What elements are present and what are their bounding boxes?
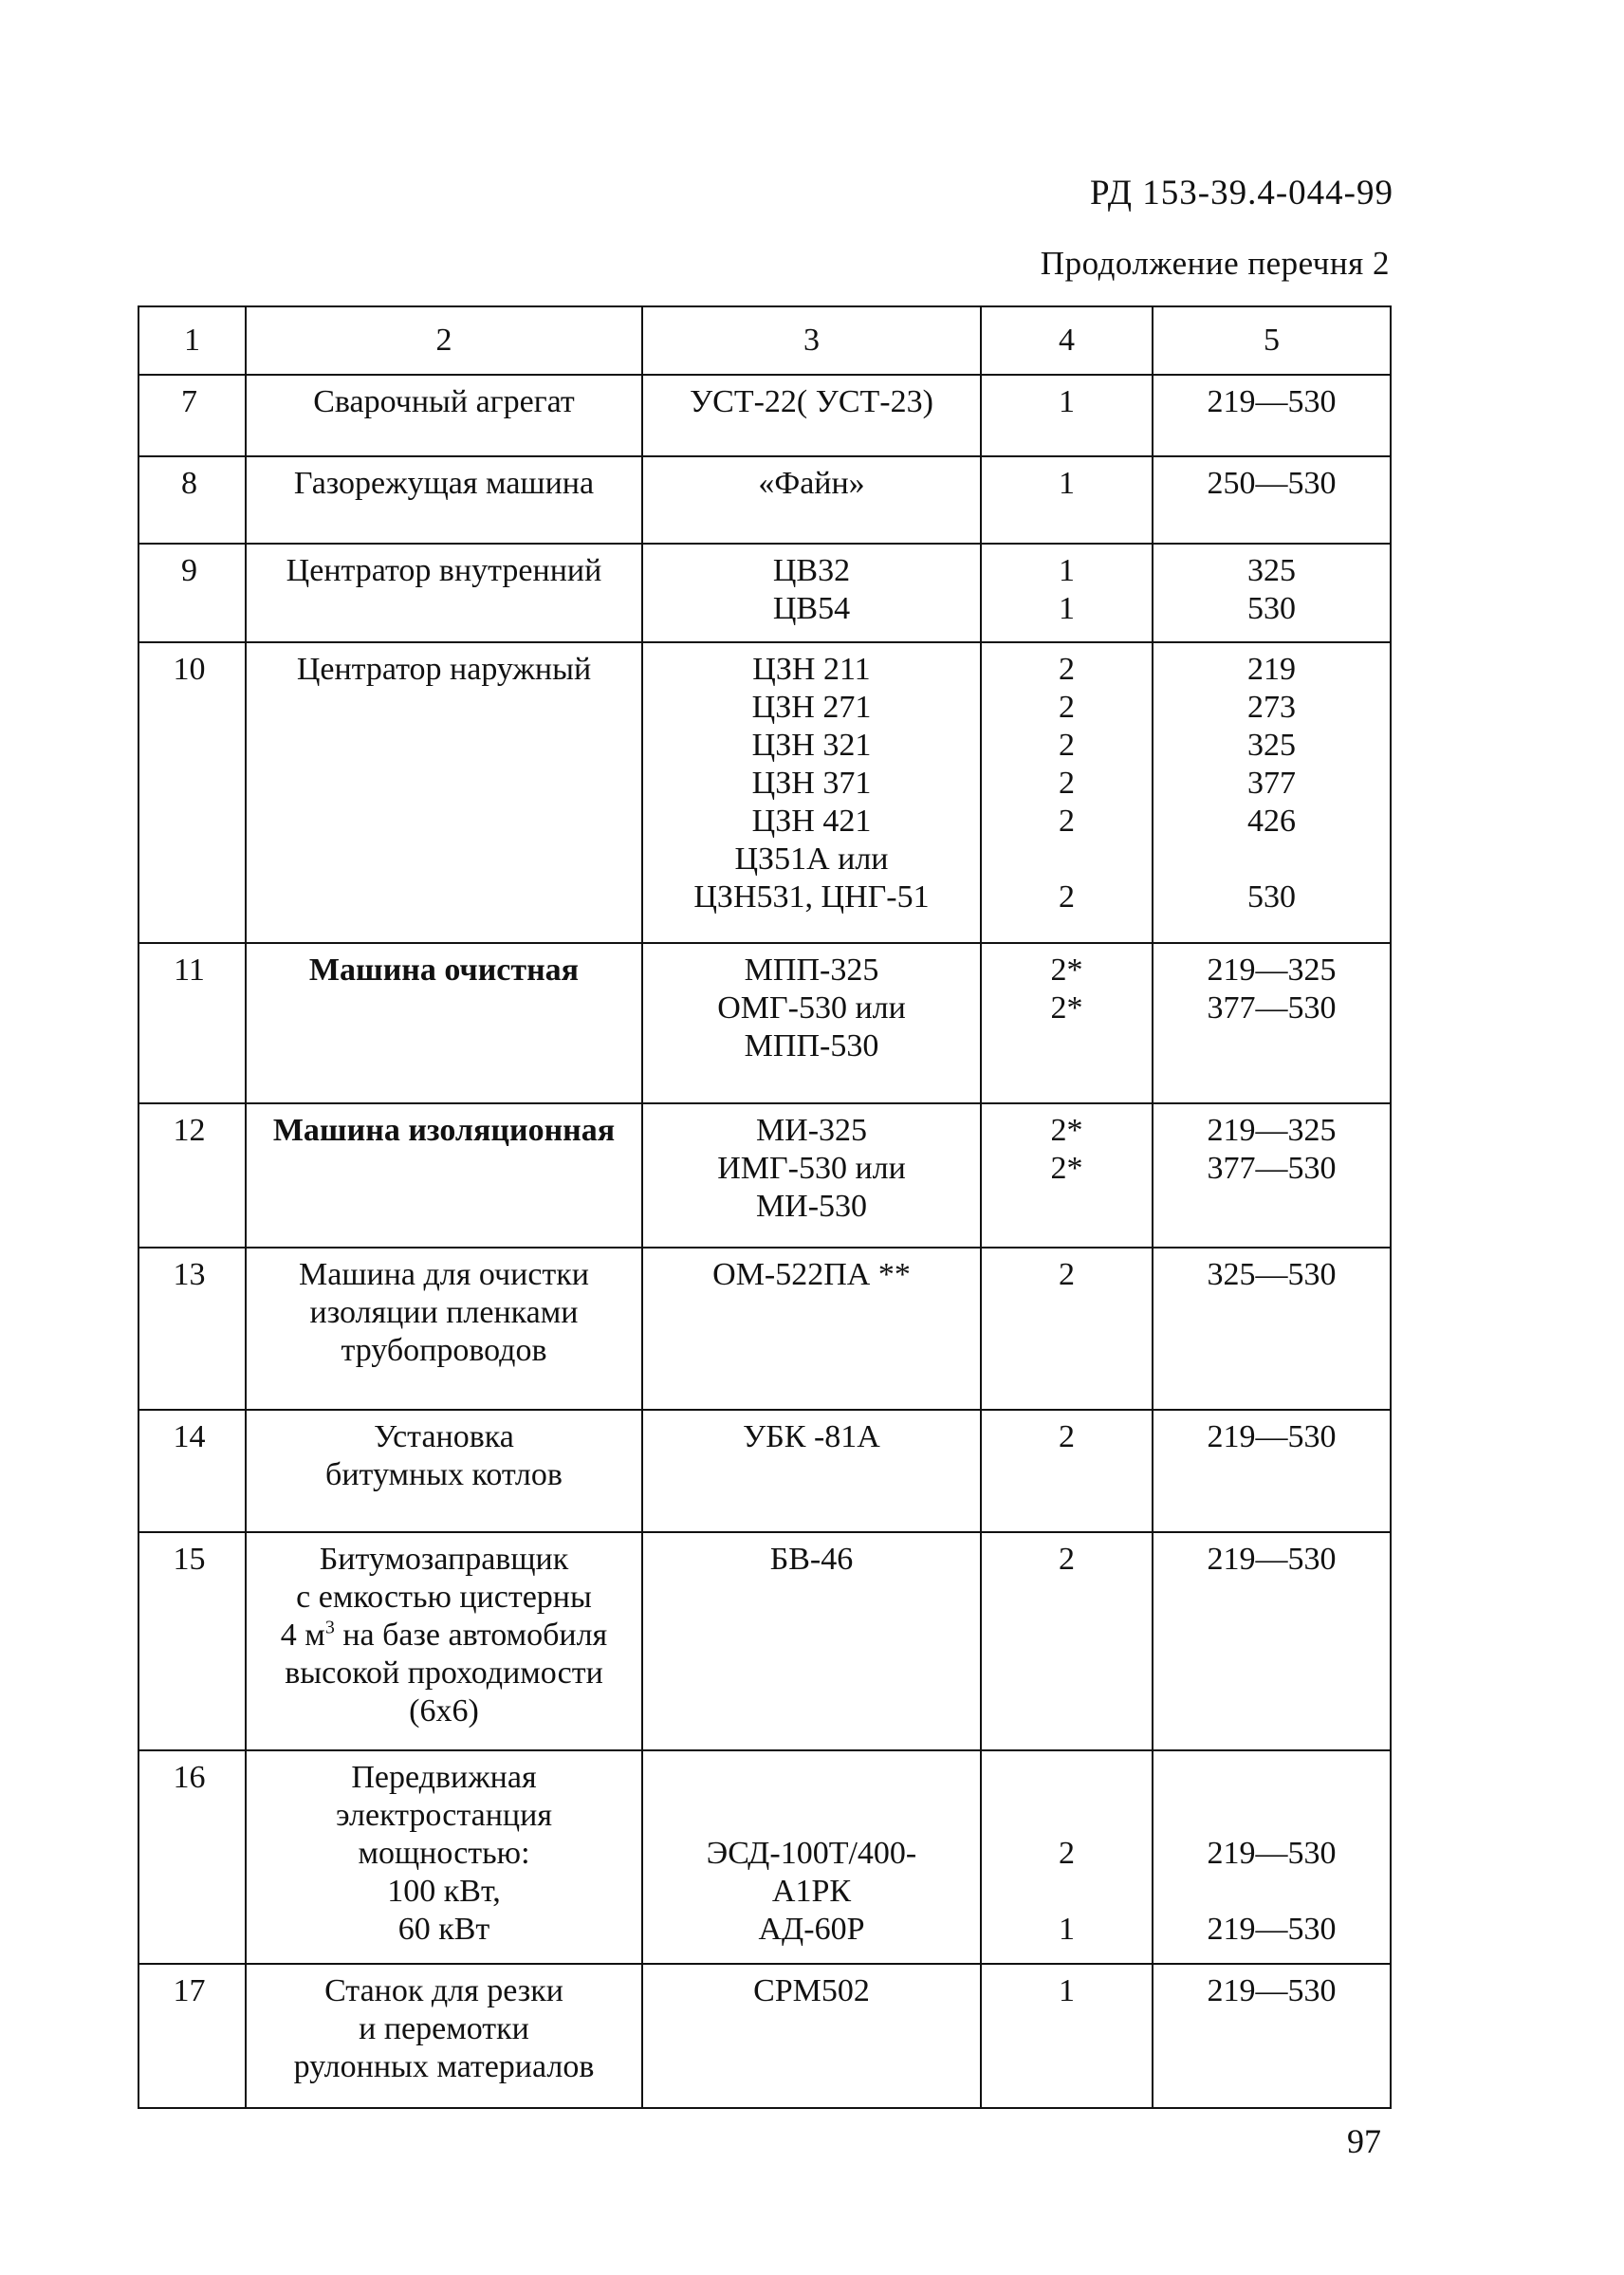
cell-line: Центратор наружный [296, 652, 592, 687]
cell-line: 377—530 [1207, 990, 1337, 1026]
cell-line: 2* [1050, 953, 1083, 988]
cell-line: 530 [1247, 879, 1296, 915]
cell-line: 1 [1059, 553, 1075, 588]
cell-line [987, 1873, 1146, 1911]
cell-line: Передвижная [351, 1760, 537, 1795]
cell-diameter-range [1153, 544, 1391, 642]
cell-line: МИ-325 [755, 1113, 868, 1148]
cell-line: ОМГ-530 или [717, 990, 906, 1026]
table-row [138, 1103, 1391, 1248]
continuation-caption: Продолжение перечня 2 [1040, 245, 1390, 282]
cell-number: 13 [138, 1248, 246, 1410]
cell-line: МИ-530 [755, 1189, 868, 1224]
cell-line: АД-60Р [758, 1912, 865, 1947]
cell-model [642, 375, 981, 456]
cell-name [246, 544, 642, 642]
table-row [138, 456, 1391, 544]
cell-line: изоляции пленками [309, 1295, 579, 1330]
cell-model [642, 943, 981, 1103]
column-header: 5 [1153, 306, 1391, 375]
cell-line: 2 [1059, 1257, 1075, 1292]
cell-number: 12 [138, 1103, 246, 1248]
cell-line: 60 кВт [397, 1912, 490, 1947]
cell-line: 100 кВт, [387, 1874, 501, 1909]
cell-line: Сварочный агрегат [313, 384, 575, 419]
table-row [138, 544, 1391, 642]
cell-line: ИМГ-530 или [717, 1151, 906, 1186]
column-header: 3 [642, 306, 981, 375]
cell-line: 219—530 [1207, 1419, 1337, 1454]
cell-line: 273 [1247, 690, 1296, 725]
cell-line: ЦВ32 [772, 553, 851, 588]
cell-model [642, 456, 981, 544]
cell-name [246, 1248, 642, 1410]
cell-quantity [981, 1532, 1153, 1750]
cell-quantity [981, 1410, 1153, 1532]
cell-line: А1РК [771, 1874, 852, 1909]
cell-name [246, 375, 642, 456]
cell-line: рулонных материалов [293, 2049, 595, 2084]
cell-line: 2 [1059, 1542, 1075, 1577]
cell-line [987, 1759, 1146, 1797]
cell-diameter-range [1153, 1750, 1391, 1964]
cell-line: 1 [1059, 466, 1075, 501]
cell-line: ЦЗН 421 [751, 804, 872, 839]
cell-model [642, 1248, 981, 1410]
cell-line: ЦЗН 271 [751, 690, 872, 725]
cell-model [642, 1103, 981, 1248]
superscript-cube: 3 [324, 1617, 335, 1638]
cell-number: 15 [138, 1532, 246, 1750]
table-row [138, 642, 1391, 943]
cell-line: 219—530 [1207, 1973, 1337, 2008]
cell-line: трубопроводов [341, 1333, 547, 1368]
cell-line: ЦЗ51А или [734, 842, 889, 877]
cell-diameter-range [1153, 1964, 1391, 2108]
cell-line: мощностью: [358, 1836, 530, 1871]
cell-line: 2* [1050, 1113, 1083, 1148]
cell-line: 1 [1059, 384, 1075, 419]
cell-line: ЦЗН 211 [752, 652, 871, 687]
cell-line-tail: на базе автомобиля [334, 1618, 608, 1653]
cell-line: 2 [1059, 690, 1075, 725]
cell-number: 7 [138, 375, 246, 456]
cell-line: Машина очистная [308, 953, 580, 988]
cell-number: 17 [138, 1964, 246, 2108]
cell-line: 219—530 [1207, 1912, 1337, 1947]
cell-line: Центратор внутренний [286, 553, 602, 588]
cell-line [1159, 841, 1384, 879]
cell-line: 530 [1247, 591, 1296, 626]
cell-line: 219—530 [1207, 384, 1337, 419]
cell-line [649, 1759, 974, 1797]
cell-line: 2 [1059, 1836, 1075, 1871]
page-number: 97 [1347, 2122, 1381, 2160]
cell-line: 2 [1059, 1419, 1075, 1454]
cell-line: Станок для резки [324, 1973, 563, 2008]
cell-quantity [981, 375, 1153, 456]
equipment-table [138, 305, 1392, 2109]
cell-line: 426 [1247, 804, 1296, 839]
cell-model [642, 1750, 981, 1964]
cell-diameter-range [1153, 1248, 1391, 1410]
cell-model [642, 1410, 981, 1532]
cell-diameter-range [1153, 642, 1391, 943]
cell-number: 9 [138, 544, 246, 642]
cell-line: 219—325 [1207, 1113, 1337, 1148]
cell-line: Машина изоляционная [272, 1113, 616, 1148]
cell-line: высокой проходимости [285, 1655, 603, 1691]
cell-diameter-range [1153, 1532, 1391, 1750]
table-row [138, 1964, 1391, 2108]
table-row [138, 1532, 1391, 1750]
cell-quantity [981, 642, 1153, 943]
cell-model [642, 642, 981, 943]
cell-line: ЦЗН 321 [751, 728, 872, 763]
cell-line: Битумозаправщик [319, 1542, 569, 1577]
cell-line: 2 [1059, 652, 1075, 687]
cell-line [987, 1797, 1146, 1835]
cell-name [246, 1532, 642, 1750]
table-row [138, 1410, 1391, 1532]
cell-line: 1 [1059, 1912, 1075, 1947]
cell-line: 2* [1050, 990, 1083, 1026]
cell-line: БВ-46 [769, 1542, 854, 1577]
cell-quantity [981, 456, 1153, 544]
cell-line: 325 [1247, 553, 1296, 588]
cell-line: 219—530 [1207, 1836, 1337, 1871]
cell-model [642, 1964, 981, 2108]
cell-name [246, 1964, 642, 2108]
cell-line: ЦВ54 [772, 591, 851, 626]
cell-line: Установка [374, 1419, 514, 1454]
cell-line: 325 [1247, 728, 1296, 763]
cell-line: 2 [1059, 879, 1075, 915]
cell-line: 377—530 [1207, 1151, 1337, 1186]
cell-line: (6х6) [409, 1693, 479, 1729]
cell-line: 325—530 [1207, 1257, 1337, 1292]
cell-line [1159, 1797, 1384, 1835]
table-row [138, 375, 1391, 456]
cell-line: ЭСД-100Т/400- [706, 1836, 917, 1871]
cell-line: 219 [1247, 652, 1296, 687]
cell-line: ОМ-522ПА ** [712, 1257, 911, 1292]
cell-line: 219—325 [1207, 953, 1337, 988]
column-header: 2 [246, 306, 642, 375]
cell-line: с емкостью цистерны [296, 1580, 592, 1615]
cell-quantity [981, 1964, 1153, 2108]
cell-line: МПП-325 [744, 953, 879, 988]
cell-quantity [981, 1103, 1153, 1248]
cell-quantity [981, 1248, 1153, 1410]
table-row [138, 1750, 1391, 1964]
cell-line: 2 [1059, 804, 1075, 839]
cell-line: ЦЗН531, ЦНГ-51 [693, 879, 930, 915]
cell-model [642, 1532, 981, 1750]
cell-line: 250—530 [1207, 466, 1337, 501]
cell-line: Машина для очистки [299, 1257, 589, 1292]
document-code: РД 153-39.4-044-99 [1090, 174, 1393, 213]
cell-line [649, 1797, 974, 1835]
cell-line: 2 [1059, 728, 1075, 763]
cell-quantity [981, 544, 1153, 642]
cell-line: 2* [1050, 1151, 1083, 1186]
table-row [138, 1248, 1391, 1410]
cell-number: 16 [138, 1750, 246, 1964]
cell-line [1159, 1759, 1384, 1797]
cell-diameter-range [1153, 1410, 1391, 1532]
cell-line: 1 [1059, 1973, 1075, 2008]
cell-line: битумных котлов [325, 1457, 563, 1492]
cell-number: 10 [138, 642, 246, 943]
cell-number: 14 [138, 1410, 246, 1532]
cell-diameter-range [1153, 943, 1391, 1103]
cell-name [246, 456, 642, 544]
cell-diameter-range [1153, 1103, 1391, 1248]
cell-line: 4 $м^3$ на базе автомобиля [280, 1617, 608, 1653]
cell-line: Газорежущая машина [293, 466, 595, 501]
cell-line: электростанция [336, 1798, 552, 1833]
cell-line: 2 [1059, 766, 1075, 801]
cell-line: 377 [1247, 766, 1296, 801]
table-row [138, 943, 1391, 1103]
cell-line [987, 841, 1146, 879]
cell-name [246, 943, 642, 1103]
table-body [138, 306, 1391, 2108]
cell-line: ЦЗН 371 [751, 766, 872, 801]
cell-line: 219—530 [1207, 1542, 1337, 1577]
cell-quantity [981, 943, 1153, 1103]
cell-diameter-range [1153, 375, 1391, 456]
cell-number: 8 [138, 456, 246, 544]
cell-line: МПП-530 [744, 1028, 879, 1064]
cell-name [246, 1410, 642, 1532]
table-header-row [138, 306, 1391, 375]
cell-name [246, 1750, 642, 1964]
cell-model [642, 544, 981, 642]
column-header: 1 [138, 306, 246, 375]
cell-line: и перемотки [359, 2011, 529, 2046]
cell-line: СРМ502 [753, 1973, 870, 2008]
cell-line: УСТ-22( УСТ-23) [690, 384, 933, 419]
cell-number: 11 [138, 943, 246, 1103]
column-header: 4 [981, 306, 1153, 375]
cell-quantity [981, 1750, 1153, 1964]
cell-line: 1 [1059, 591, 1075, 626]
cell-name [246, 1103, 642, 1248]
cell-diameter-range [1153, 456, 1391, 544]
cell-name [246, 642, 642, 943]
cell-line [1159, 1873, 1384, 1911]
cell-line: УБК -81А [743, 1419, 880, 1454]
cell-line: «Файн» [758, 466, 865, 501]
